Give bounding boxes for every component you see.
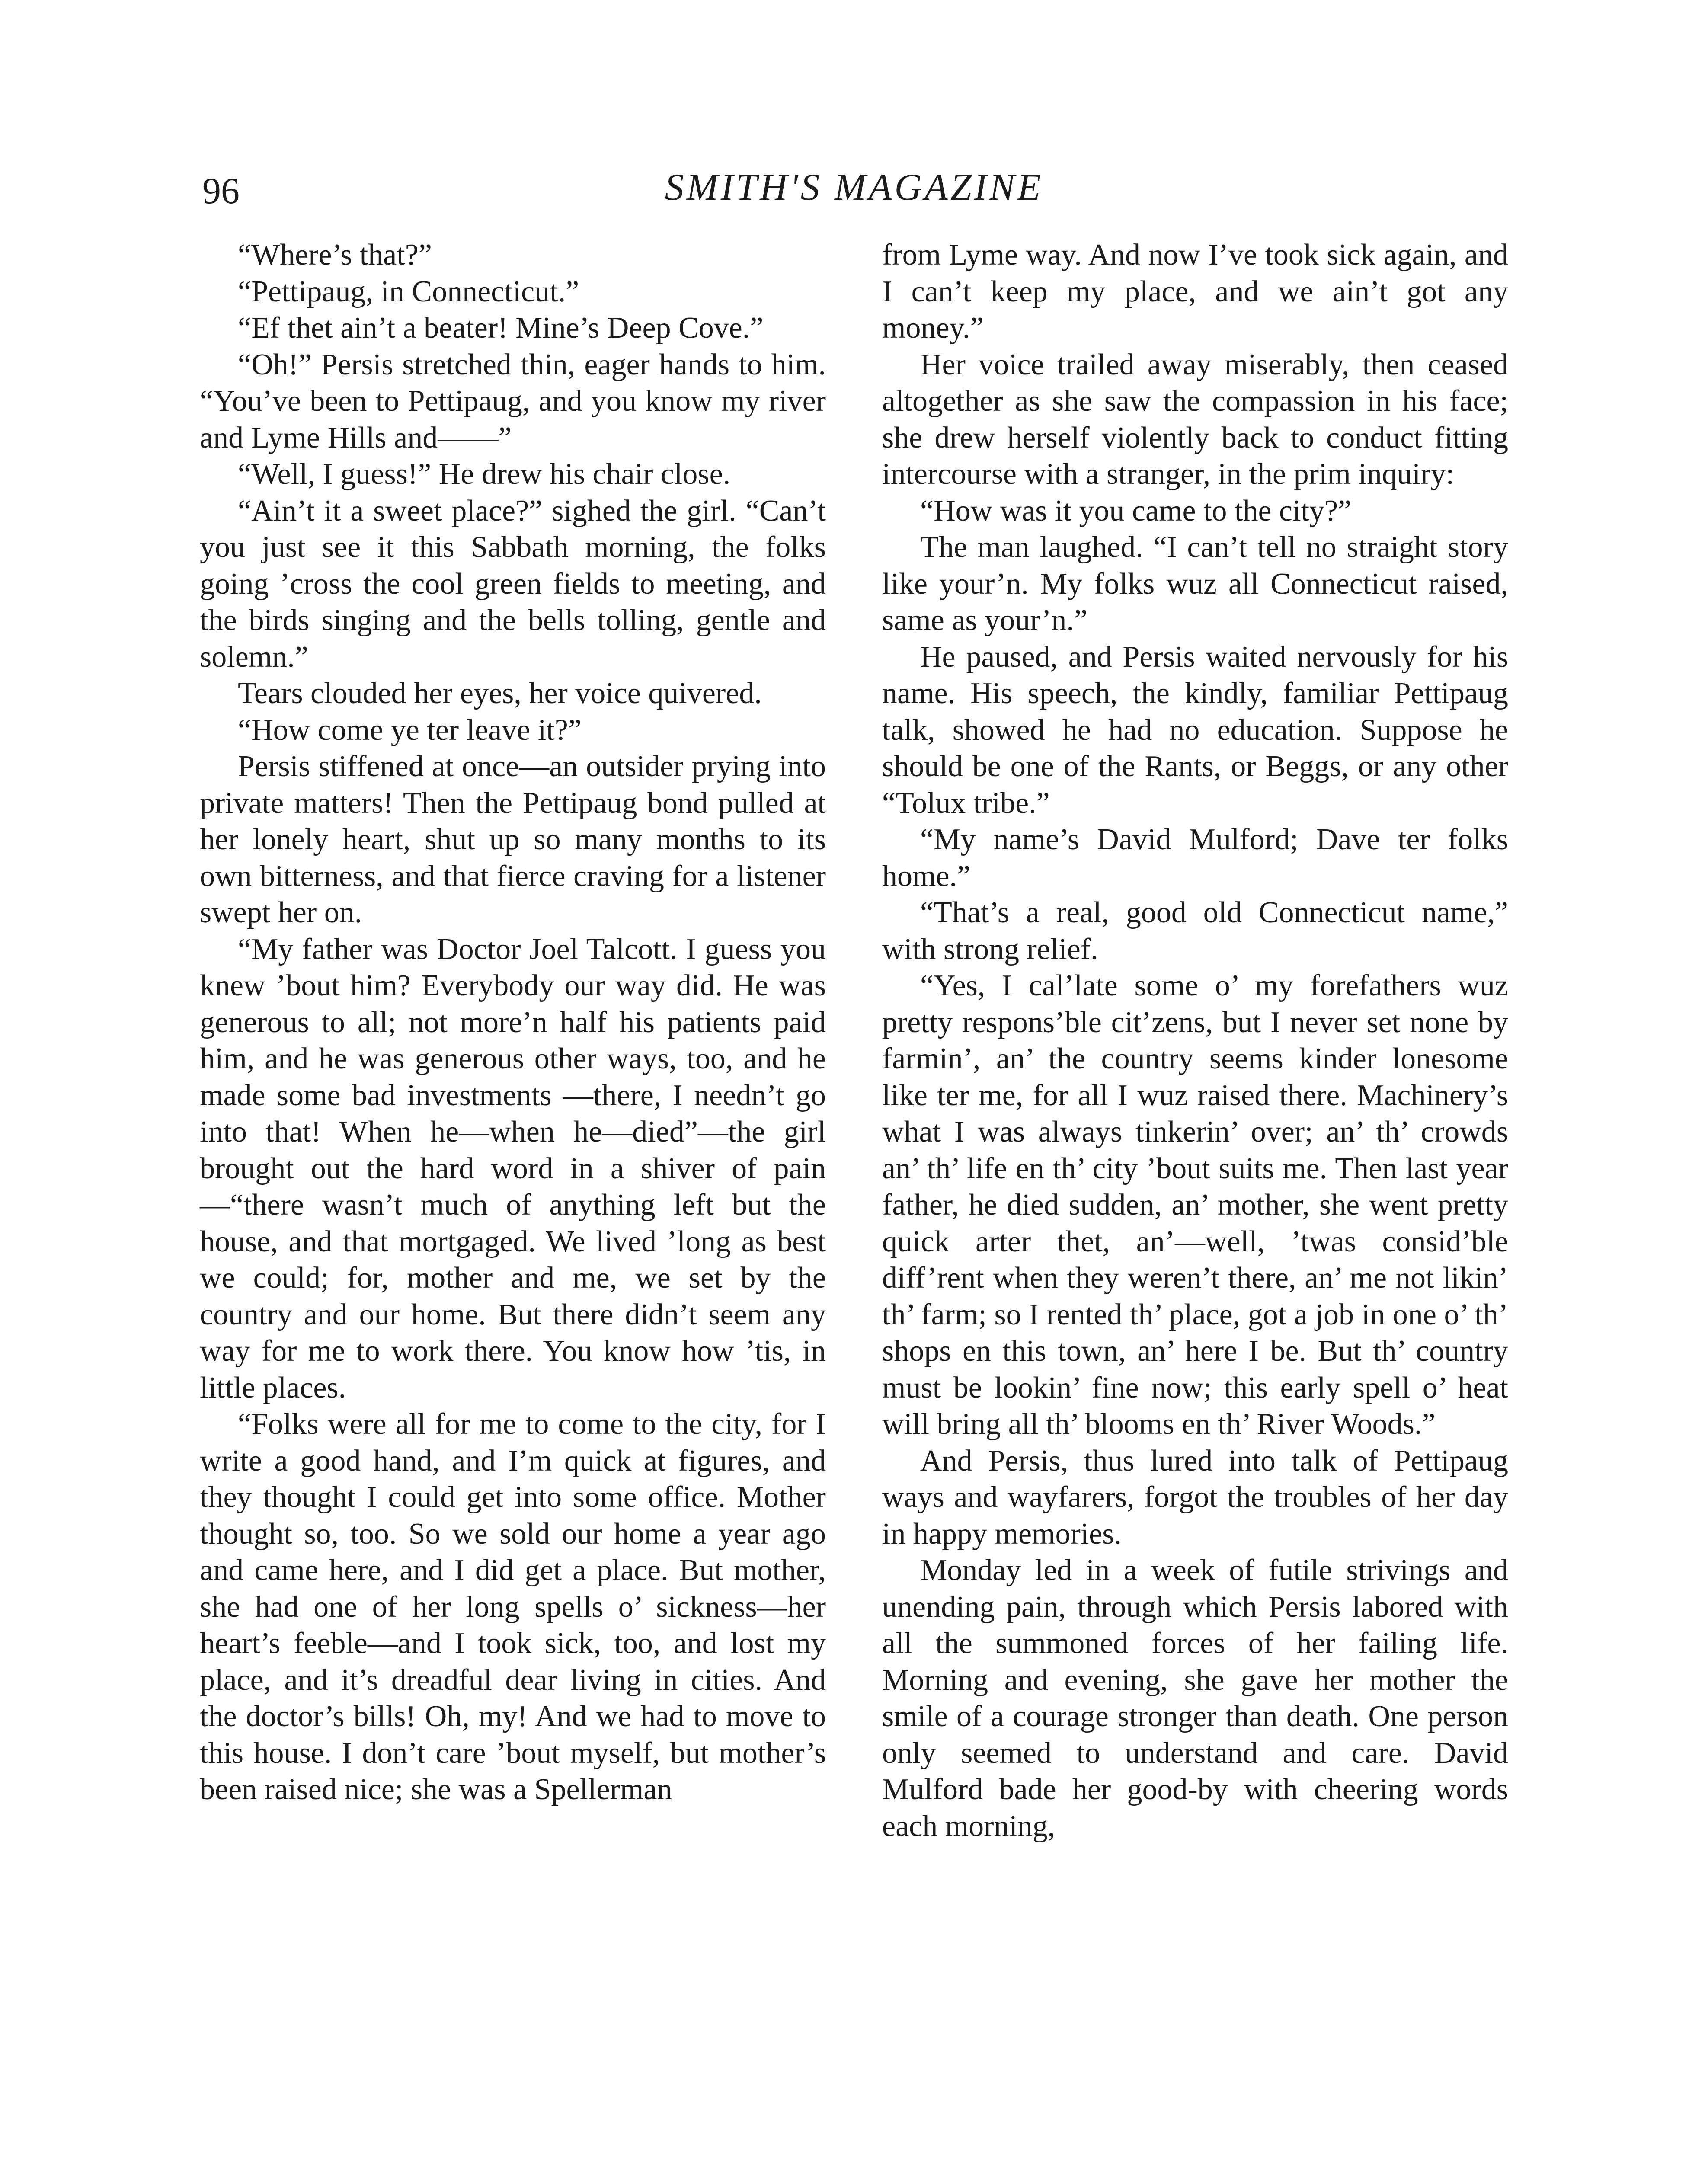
paragraph: “Folks were all for me to come to the city, for I write a good hand, and I’m quick at figures, and they thought I could get into some office. Mother thought so, too. So we sold our home a year ago and came here, and I did get a place. But mother, she had one of her long spells o’ sickness—her heart’s feeble—and I took sick, too, and lost my place, and it’s dreadful dear living in cities. And the doctor’s bills! Oh, my! And we had to move to this house. I don’t care ’bout myself, but mother’s been raised nice; she was a Spellerman <box>200 1407 826 1806</box>
paragraph-continuation: from Lyme way. And now I’ve took sick again, and I can’t keep my place, and we ain’t got any money.” <box>882 238 1508 345</box>
paragraph: “My father was Doctor Joel Talcott. I guess you knew ’bout him? Everybody our way did. He was generous to all; not more’n half his patients paid him, and he was generous other ways, too, and he made some bad investments —there, I needn’t go into that! When he—when he—died”—the girl brought out the hard word in a shiver of pain—“there wasn’t much of anything left but the house, and that mortgaged. We lived ’long as best we could; for, mother and me, we set by the country and our home. But there didn’t seem any way for me to work there. You know how ’tis, in little places. <box>200 932 826 1404</box>
left-column <box>200 237 826 1808</box>
paragraph: “Yes, I cal’late some o’ my forefathers wuz pretty respons’ble cit’zens, but I never set none by farmin’, an’ the country seems kinder lonesome like ter me, for all I wuz raised there. Machinery’s what I was always tinkerin’ over; an’ th’ crowds an’ th’ life en th’ city ’bout suits me. Then last year father, he died sudden, an’ mother, she went pretty quick arter thet, an’—well, ’twas consid’ble diff’rent when they weren’t there, an’ me not likin’ th’ farm; so I rented th’ place, got a job in one o’ th’ shops en this town, an’ here I be. But th’ country must be lookin’ fine now; this early spell o’ heat will bring all th’ blooms en th’ River Woods.” <box>882 969 1508 1441</box>
paragraph: “Well, I guess!” He drew his chair close. <box>238 457 731 491</box>
paragraph: “Pettipaug, in Connecticut.” <box>238 275 579 308</box>
paragraph: Tears clouded her eyes, her voice quivered. <box>238 677 762 710</box>
paragraph: “Ain’t it a sweet place?” sighed the girl. “Can’t you just see it this Sabbath morning, the folks going ’cross the cool green fields to meeting, and the birds singing and the bells tolling, gentle and solemn.” <box>200 494 826 674</box>
paragraph: He paused, and Persis waited nervously for his name. His speech, the kindly, familiar Pettipaug talk, showed he had no education. Suppose he should be one of the Rants, or Beggs, or any other “Tolux tribe.” <box>882 640 1508 820</box>
paragraph: Her voice trailed away miserably, then ceased altogether as she saw the compassion in his face; she drew herself violently back to conduct fitting intercourse with a stranger, in the prim inquiry: <box>882 348 1508 491</box>
paragraph: Persis stiffened at once—an outsider prying into private matters! Then the Pettipaug bond pulled at her lonely heart, shut up so many months to its own bitterness, and that fierce craving for a listener swept her on. <box>200 750 826 929</box>
paragraph: “My name’s David Mulford; Dave ter folks home.” <box>882 823 1508 893</box>
paragraph: “Where’s that?” <box>238 238 432 272</box>
paragraph: “Oh!” Persis stretched thin, eager hands to him. “You’ve been to Pettipaug, and you know my river and Lyme Hills and——” <box>200 348 826 454</box>
paragraph: “How was it you came to the city?” <box>920 494 1352 528</box>
paragraph: “That’s a real, good old Connecticut name,” with strong relief. <box>882 896 1508 966</box>
running-title: SMITH'S MAGAZINE <box>665 166 1043 208</box>
page-number: 96 <box>202 170 240 211</box>
paragraph: The man laughed. “I can’t tell no straight story like your’n. My folks wuz all Connecticut raised, same as your’n.” <box>882 531 1508 637</box>
paragraph: Monday led in a week of futile strivings and unending pain, through which Persis labored with all the summoned forces of her failing life. Morning and evening, she gave her mother the smile of a courage stronger than death. One person only seemed to understand and care. David Mulford bade her good-by with cheering words each morning, <box>882 1554 1508 1843</box>
paragraph: “How come ye ter leave it?” <box>238 713 582 747</box>
paragraph: “Ef thet ain’t a beater! Mine’s Deep Cove.” <box>238 311 764 345</box>
paragraph: And Persis, thus lured into talk of Pettipaug ways and wayfarers, forgot the troubles of her day in happy memories. <box>882 1444 1508 1551</box>
right-column <box>882 237 1508 1845</box>
